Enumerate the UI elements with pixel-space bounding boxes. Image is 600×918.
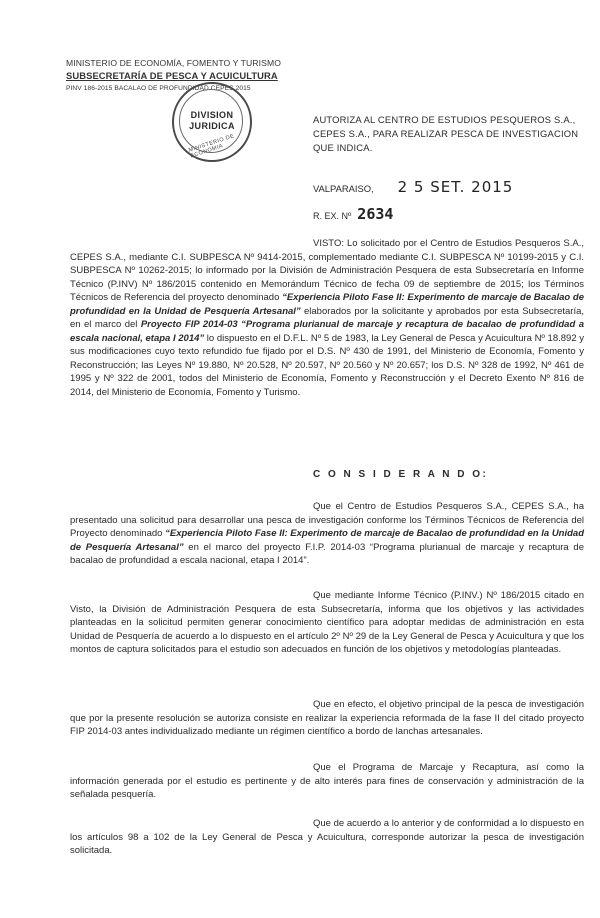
considerando-1: Que el Centro de Estudios Pesqueros S.A., CEPES S.A., ha presentado una solicitud para desarrollar una pesca de investigación conforme los Términos Técnicos de Referencia del Proyecto denominado “Experiencia Piloto Fase II: Experimento de marcaje de Bacalao de profundidad en la Unidad de Pesquería Artesanal” en el marco del proyecto F.I.P. 2014-03 “Programa plurianual de marcaje y recaptura de bacalao de profundidad a escala nacional, etapa I 2014”. (70, 501, 585, 566)
considerando-3: Que en efecto, el objetivo principal de la pesca de investigación que por la presente resolución se autoriza consiste en realizar la experiencia reformada de la fase II del citado proyecto FIP 2014-03 antes individualizado mediante un régimen científico a bordo de lanchas artesanales. (70, 699, 584, 737)
visto-paragraph: VISTO: Lo solicitado por el Centro de Estudios Pesqueros S.A., CEPES S.A., mediante C.I. SUBPESCA Nº 9414-2015, complementado mediante C.I. SUBPESCA Nº 10199-2015 y C.I. SUBPESCA Nº 10262-2015; lo informado por la División de Administración Pesquera de esta Subsecretaría en Informe Técnico (P.INV) Nº 186/2015 contenido en Memorándum Técnico de fecha 09 de septiembre de 2015; los Términos Técnicos de Referencia del proyecto denominado “Experiencia Piloto Fase II: Experimento de marcaje de Bacalao de profundidad en la Unidad de Pesquería Artesanal” elaborados por la solicitante y aprobados por esta Subsecretaría, en el marco del Proyecto FIP 2014-03 “Programa plurianual de marcaje y recaptura de bacalao de profundidad a escala nacional, etapa I 2014” lo dispuesto en el D.F.L. Nº 5 de 1983, la Ley General de Pesca y Acuicultura Nº 18.892 y sus modificaciones cuyo texto refundido fue fijado por el D.S. Nº 430 de 1991, del Ministerio de Economía, Fomento y Reconstrucción; las Leyes Nº 19.880, Nº 20.528, Nº 20.597, Nº 20.560 y Nº 20.657; los D.S. Nº 328 de 1992, Nº 461 de 1995 y Nº 322 de 2001, todos del Ministerio de Economía, Fomento y Reconstrucción y el Decreto Exento Nº 816 de 2014, del Ministerio de Economía, Fomento y Turismo. (70, 238, 585, 398)
resolution-number (313, 205, 393, 223)
resolution-subject: AUTORIZA AL CENTRO DE ESTUDIOS PESQUEROS S.A., CEPES S.A., PARA REALIZAR PESCA DE INVESTIGACION QUE INDICA. (313, 114, 579, 153)
division-juridica-stamp (172, 82, 252, 162)
considerando-4: Que el Programa de Marcaje y Recaptura, así como la información generada por el estudio es pertinente y de alto interés para fines de conservación y administración de la señalada pesquería. (70, 762, 584, 800)
ministry-name: MINISTERIO DE ECONOMÍA, FOMENTO Y TURISMO (66, 58, 281, 68)
stamp-rim-text: MINISTERIO DE ECONOMIA (188, 133, 236, 160)
considerando-2: Que mediante Informe Técnico (P.INV.) Nº 186/2015 citado en Visto, la División de Administración Pesquera de esta Subsecretaría, informa que los objetivos y las actividades planteadas en la solicitud permiten generar conocimiento científico para adoptar medidas de administración en esta Unidad de Pesquería de acuerdo a lo dispuesto en el artículo 2º Nº 29 de la Ley General de Pesca y Acuicultura y que los montos de captura solicitados para el estudio son adecuados en función de los objetivos y metodologías planteadas. (70, 590, 584, 655)
date-value: 2 5 SET. 2015 (397, 178, 514, 196)
stamp-line-2: JURIDICA (189, 121, 235, 131)
subsecretaria-name: SUBSECRETARÍA DE PESCA Y ACUICULTURA (66, 70, 278, 81)
visto-project-title: “Experiencia Piloto Fase II: Experimento de marcaje de Bacalao de profundidad en la Unidad de Pesquería Artesanal” (70, 292, 585, 317)
date-place: VALPARAISO, (313, 183, 374, 194)
visto-fip-project: Proyecto FIP 2014-03 “Programa plurianual de marcaje y recaptura de bacalao de profundidad a escala nacional, etapa I 2014” (70, 319, 584, 344)
rex-label: R. EX. Nº (313, 211, 352, 221)
stamp-line-1: DIVISION (190, 110, 234, 120)
considerando-heading: C O N S I D E R A N D O: (313, 469, 489, 480)
pinv-reference: PINV 186-2015 BACALAO DE PROFUNDIDAD CEPES 2015 (66, 85, 251, 92)
rex-number: 2634 (357, 205, 394, 223)
considerando-1-project-title: “Experiencia Piloto Fase II: Experimento de marcaje de Bacalao de profundidad en la Unidad de Pesquería Artesanal” (70, 528, 585, 553)
considerando-5: Que de acuerdo a lo anterior y de conformidad a lo dispuesto en los artículos 98 a 102 de la Ley General de Pesca y Acuicultura, corresponde autorizar la pesca de investigación solicitada. (70, 818, 584, 856)
resolution-date (313, 178, 513, 196)
